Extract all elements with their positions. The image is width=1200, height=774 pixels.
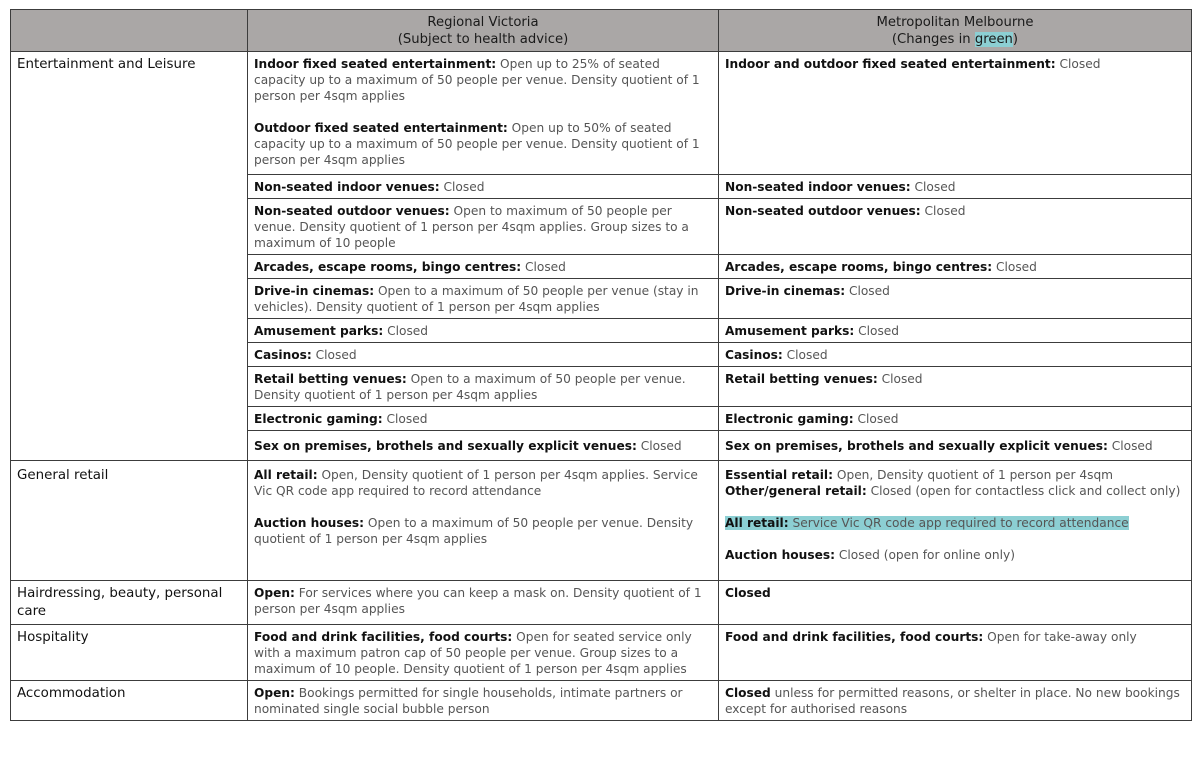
table-row [11, 52, 1192, 175]
regional-cell: Food and drink facilities, food courts: Open for seated service only with a maximum patron cap of 50 people per venue. Group sizes to a maximum of 10 people. Density quotient of 1 person per 4sqm applies [248, 625, 719, 681]
regional-cell: Non-seated outdoor venues: Open to maximum of 50 people per venue. Density quotient of 1 person per 4sqm applies. Group sizes to a maximum of 10 people [248, 199, 719, 255]
restrictions-table [10, 9, 1192, 721]
metro-cell: Sex on premises, brothels and sexually explicit venues: Closed [719, 431, 1192, 461]
metro-cell: Food and drink facilities, food courts: Open for take-away only [719, 625, 1192, 681]
category-hospitality: Hospitality [11, 625, 248, 681]
regional-cell: Sex on premises, brothels and sexually explicit venues: Closed [248, 431, 719, 461]
regional-cell: Drive-in cinemas: Open to a maximum of 50 people per venue (stay in vehicles). Density quotient of 1 person per 4sqm applies [248, 279, 719, 319]
metro-cell: Amusement parks: Closed [719, 319, 1192, 343]
regional-cell: Open: For services where you can keep a mask on. Density quotient of 1 person per 4sqm applies [248, 581, 719, 625]
metro-cell: Casinos: Closed [719, 343, 1192, 367]
regional-cell: Retail betting venues: Open to a maximum of 50 people per venue. Density quotient of 1 person per 4sqm applies [248, 367, 719, 407]
regional-cell: Amusement parks: Closed [248, 319, 719, 343]
regional-cell: Non-seated indoor venues: Closed [248, 175, 719, 199]
header-metro-subtitle: (Changes in green) [891, 32, 1019, 47]
header-category [11, 10, 248, 52]
category-general-retail: General retail [11, 461, 248, 581]
category-hairdressing: Hairdressing, beauty, personal care [11, 581, 248, 625]
header-row [11, 10, 1192, 52]
header-regional-victoria [248, 10, 719, 52]
metro-cell: Closed [719, 581, 1192, 625]
table-row [11, 681, 1192, 721]
header-metropolitan-melbourne [719, 10, 1192, 52]
header-regional-subtitle: (Subject to health advice) [397, 32, 569, 47]
green-highlight-legend: green [974, 32, 1013, 47]
category-accommodation: Accommodation [11, 681, 248, 721]
highlighted-change: All retail: Service Vic QR code app required to record attendance [725, 516, 1129, 530]
metro-cell: Non-seated outdoor venues: Closed [719, 199, 1192, 255]
metro-cell: Closed unless for permitted reasons, or shelter in place. No new bookings except for authorised reasons [719, 681, 1192, 721]
metro-cell: Non-seated indoor venues: Closed [719, 175, 1192, 199]
regional-cell: All retail: Open, Density quotient of 1 person per 4sqm applies. Service Vic QR code app required to record attendance Auction houses: Open to a maximum of 50 people per venue. Density quotient of 1 person per 4sqm applies [248, 461, 719, 581]
table-row [11, 461, 1192, 581]
table-row [11, 581, 1192, 625]
table-row [11, 625, 1192, 681]
header-regional-title: Regional Victoria [427, 15, 539, 30]
regional-cell: Electronic gaming: Closed [248, 407, 719, 431]
regional-cell: Open: Bookings permitted for single households, intimate partners or nominated single social bubble person [248, 681, 719, 721]
regional-cell: Indoor fixed seated entertainment: Open up to 25% of seated capacity up to a maximum of 50 people per venue. Density quotient of 1 person per 4sqm applies Outdoor fixed seated entertainment: Open up to 50% of seated capacity up to a maximum of 50 people per venue. Density quotient of 1 person per 4sqm applies [248, 52, 719, 175]
header-metro-title: Metropolitan Melbourne [876, 15, 1034, 30]
regional-cell: Arcades, escape rooms, bingo centres: Closed [248, 255, 719, 279]
metro-cell: Retail betting venues: Closed [719, 367, 1192, 407]
metro-cell: Indoor and outdoor fixed seated entertainment: Closed [719, 52, 1192, 175]
metro-cell: Electronic gaming: Closed [719, 407, 1192, 431]
metro-cell: Arcades, escape rooms, bingo centres: Closed [719, 255, 1192, 279]
metro-cell: Essential retail: Open, Density quotient of 1 person per 4sqm Other/general retail: Closed (open for contactless click and collect only) All retail: Service Vic QR code app required to record attendance Auction houses: Closed (open for online only) [719, 461, 1192, 581]
metro-cell: Drive-in cinemas: Closed [719, 279, 1192, 319]
category-entertainment: Entertainment and Leisure [11, 52, 248, 461]
regional-cell: Casinos: Closed [248, 343, 719, 367]
